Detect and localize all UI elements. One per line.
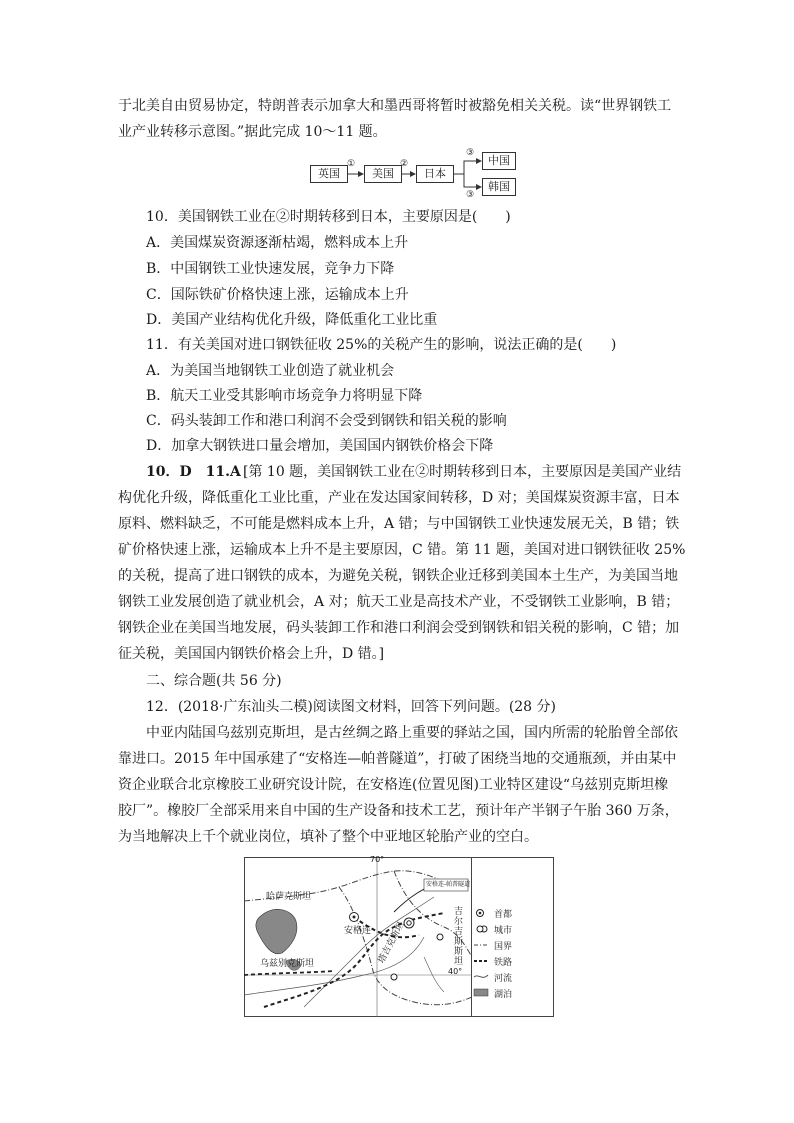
- intro-line-2: 业产业转移示意图。”据此完成 10～11 题。: [118, 124, 387, 140]
- flow-node-uk: 英国: [310, 165, 348, 183]
- flow-node-china: 中国: [482, 152, 516, 170]
- map-label-lat: 40°: [448, 967, 463, 976]
- answer-lead: 10．D 11.A: [146, 464, 241, 480]
- material-line-5: 为当地解决上千个就业岗位，填补了整个中亚地区轮胎产业的空白。: [118, 829, 538, 845]
- answer-line-8: 征关税，美国国内钢铁价格会上升，D 错。]: [118, 646, 385, 662]
- intro-line-1: 于北美自由贸易协定，特朗普表示加拿大和墨西哥将暂时被豁免相关关税。读“世界钢铁工: [118, 98, 672, 114]
- q10-option-d: D．美国产业结构优化升级，降低重化工业比重: [146, 312, 438, 328]
- flow-node-usa: 美国: [364, 165, 402, 183]
- map-label-tunnel: 安格连-帕普隧道: [426, 881, 471, 888]
- legend-border: 国界: [494, 942, 513, 952]
- material-line-3: 资企业联合北京橡胶工业研究设计院，在安格连(位置见图)工业特区建设“乌兹别克斯坦橡: [118, 777, 669, 793]
- material-line-2: 靠进口。2015 年中国承建了“安格连—帕普隧道”，打破了困绕当地的交通瓶颈，并由某中: [118, 751, 677, 767]
- legend-railway: 铁路: [494, 958, 513, 968]
- section-title: 二、综合题(共 56 分): [146, 673, 282, 689]
- q11-option-b: B．航天工业受其影响市场竞争力将明显下降: [146, 388, 423, 404]
- q10-stem: 10．美国钢铁工业在②时期转移到日本，主要原因是( ): [146, 209, 511, 225]
- q11-option-a: A．为美国当地钢铁工业创造了就业机会: [146, 363, 395, 379]
- answer-line-2: 构优化升级，降低重化工业比重，产业在发达国家间转移，D 对；美国煤炭资源丰富，日本: [118, 490, 680, 506]
- legend-capital: 首都: [494, 910, 513, 920]
- map-label-angren: 安格连: [344, 926, 372, 936]
- answer-line-5: 的关税，提高了进口钢铁的成本，为避免关税，钢铁企业迁移到美国本土生产，为美国当地: [118, 568, 678, 584]
- flow-label-1: ①: [347, 159, 356, 169]
- answer-line-3: 原料、燃料缺乏，不可能是燃料成本上升，A 错；与中国钢铁工业快速发展无关，B 错；铁: [118, 516, 680, 532]
- map-label-tajik: 塔吉克斯坦: [376, 920, 407, 966]
- map-label-kazakhstan: 哈萨克斯坦: [266, 892, 312, 902]
- answer-line-1: [第 10 题，美国钢铁工业在②时期转移到日本，主要原因是美国产业结: [243, 464, 682, 480]
- q10-option-b: B．中国钢铁工业快速发展，竞争力下降: [146, 261, 395, 277]
- flow-label-3b: ③: [466, 190, 475, 200]
- flow-arrows: [300, 145, 530, 205]
- answer-line-4: 矿价格快速上涨，运输成本上升不是主要原因，C 错。第 11 题，美国对进口钢铁征收 25%: [118, 542, 686, 558]
- map-label-uzbekistan: 乌兹别克斯坦: [260, 959, 315, 969]
- material-line-4: 胶厂”。橡胶厂全部采用来自中国的生产设备和技术工艺，预计年产半钢子午胎 360 万条，: [118, 803, 679, 819]
- q11-stem: 11．有关美国对进口钢铁征收 25%的关税产生的影响，说法正确的是( ): [146, 337, 617, 353]
- q12-stem: 12．(2018·广东汕头二模)阅读图文材料，回答下列问题。(28 分): [146, 699, 557, 715]
- answer-line-7: 钢铁企业在美国当地发展，码头装卸工作和港口利润会受到钢铁和铝关税的影响，C 错；加: [118, 620, 680, 636]
- flow-node-japan: 日本: [416, 165, 454, 183]
- q11-option-d: D．加拿大钢铁进口量会增加，美国国内钢铁价格会下降: [146, 438, 494, 454]
- flow-label-3a: ③: [466, 148, 475, 158]
- map-label-lon: 70°: [370, 855, 385, 864]
- q10-option-a: A．美国煤炭资源逐渐枯竭，燃料成本上升: [146, 235, 409, 251]
- map-figure: [244, 857, 554, 1017]
- q10-option-c: C．国际铁矿价格快速上涨，运输成本上升: [146, 287, 409, 303]
- flow-label-2: ②: [400, 159, 409, 169]
- legend-river: 河流: [494, 974, 513, 984]
- map-label-kyrgyz: 吉尔吉斯斯坦: [454, 907, 464, 967]
- q11-option-c: C．码头装卸工作和港口利润不会受到钢铁和铝关税的影响: [146, 413, 507, 429]
- legend-lake: 湖泊: [494, 990, 513, 1000]
- material-line-1: 中亚内陆国乌兹别克斯坦，是古丝绸之路上重要的驿站之国，国内所需的轮胎曾全部依: [146, 725, 678, 741]
- legend-city: 城市: [494, 926, 513, 936]
- flow-node-korea: 韩国: [482, 178, 516, 196]
- answer-line-6: 钢铁工业发展创造了就业机会，A 对；航天工业是高技术产业，不受钢铁工业影响，B 错；: [118, 594, 680, 610]
